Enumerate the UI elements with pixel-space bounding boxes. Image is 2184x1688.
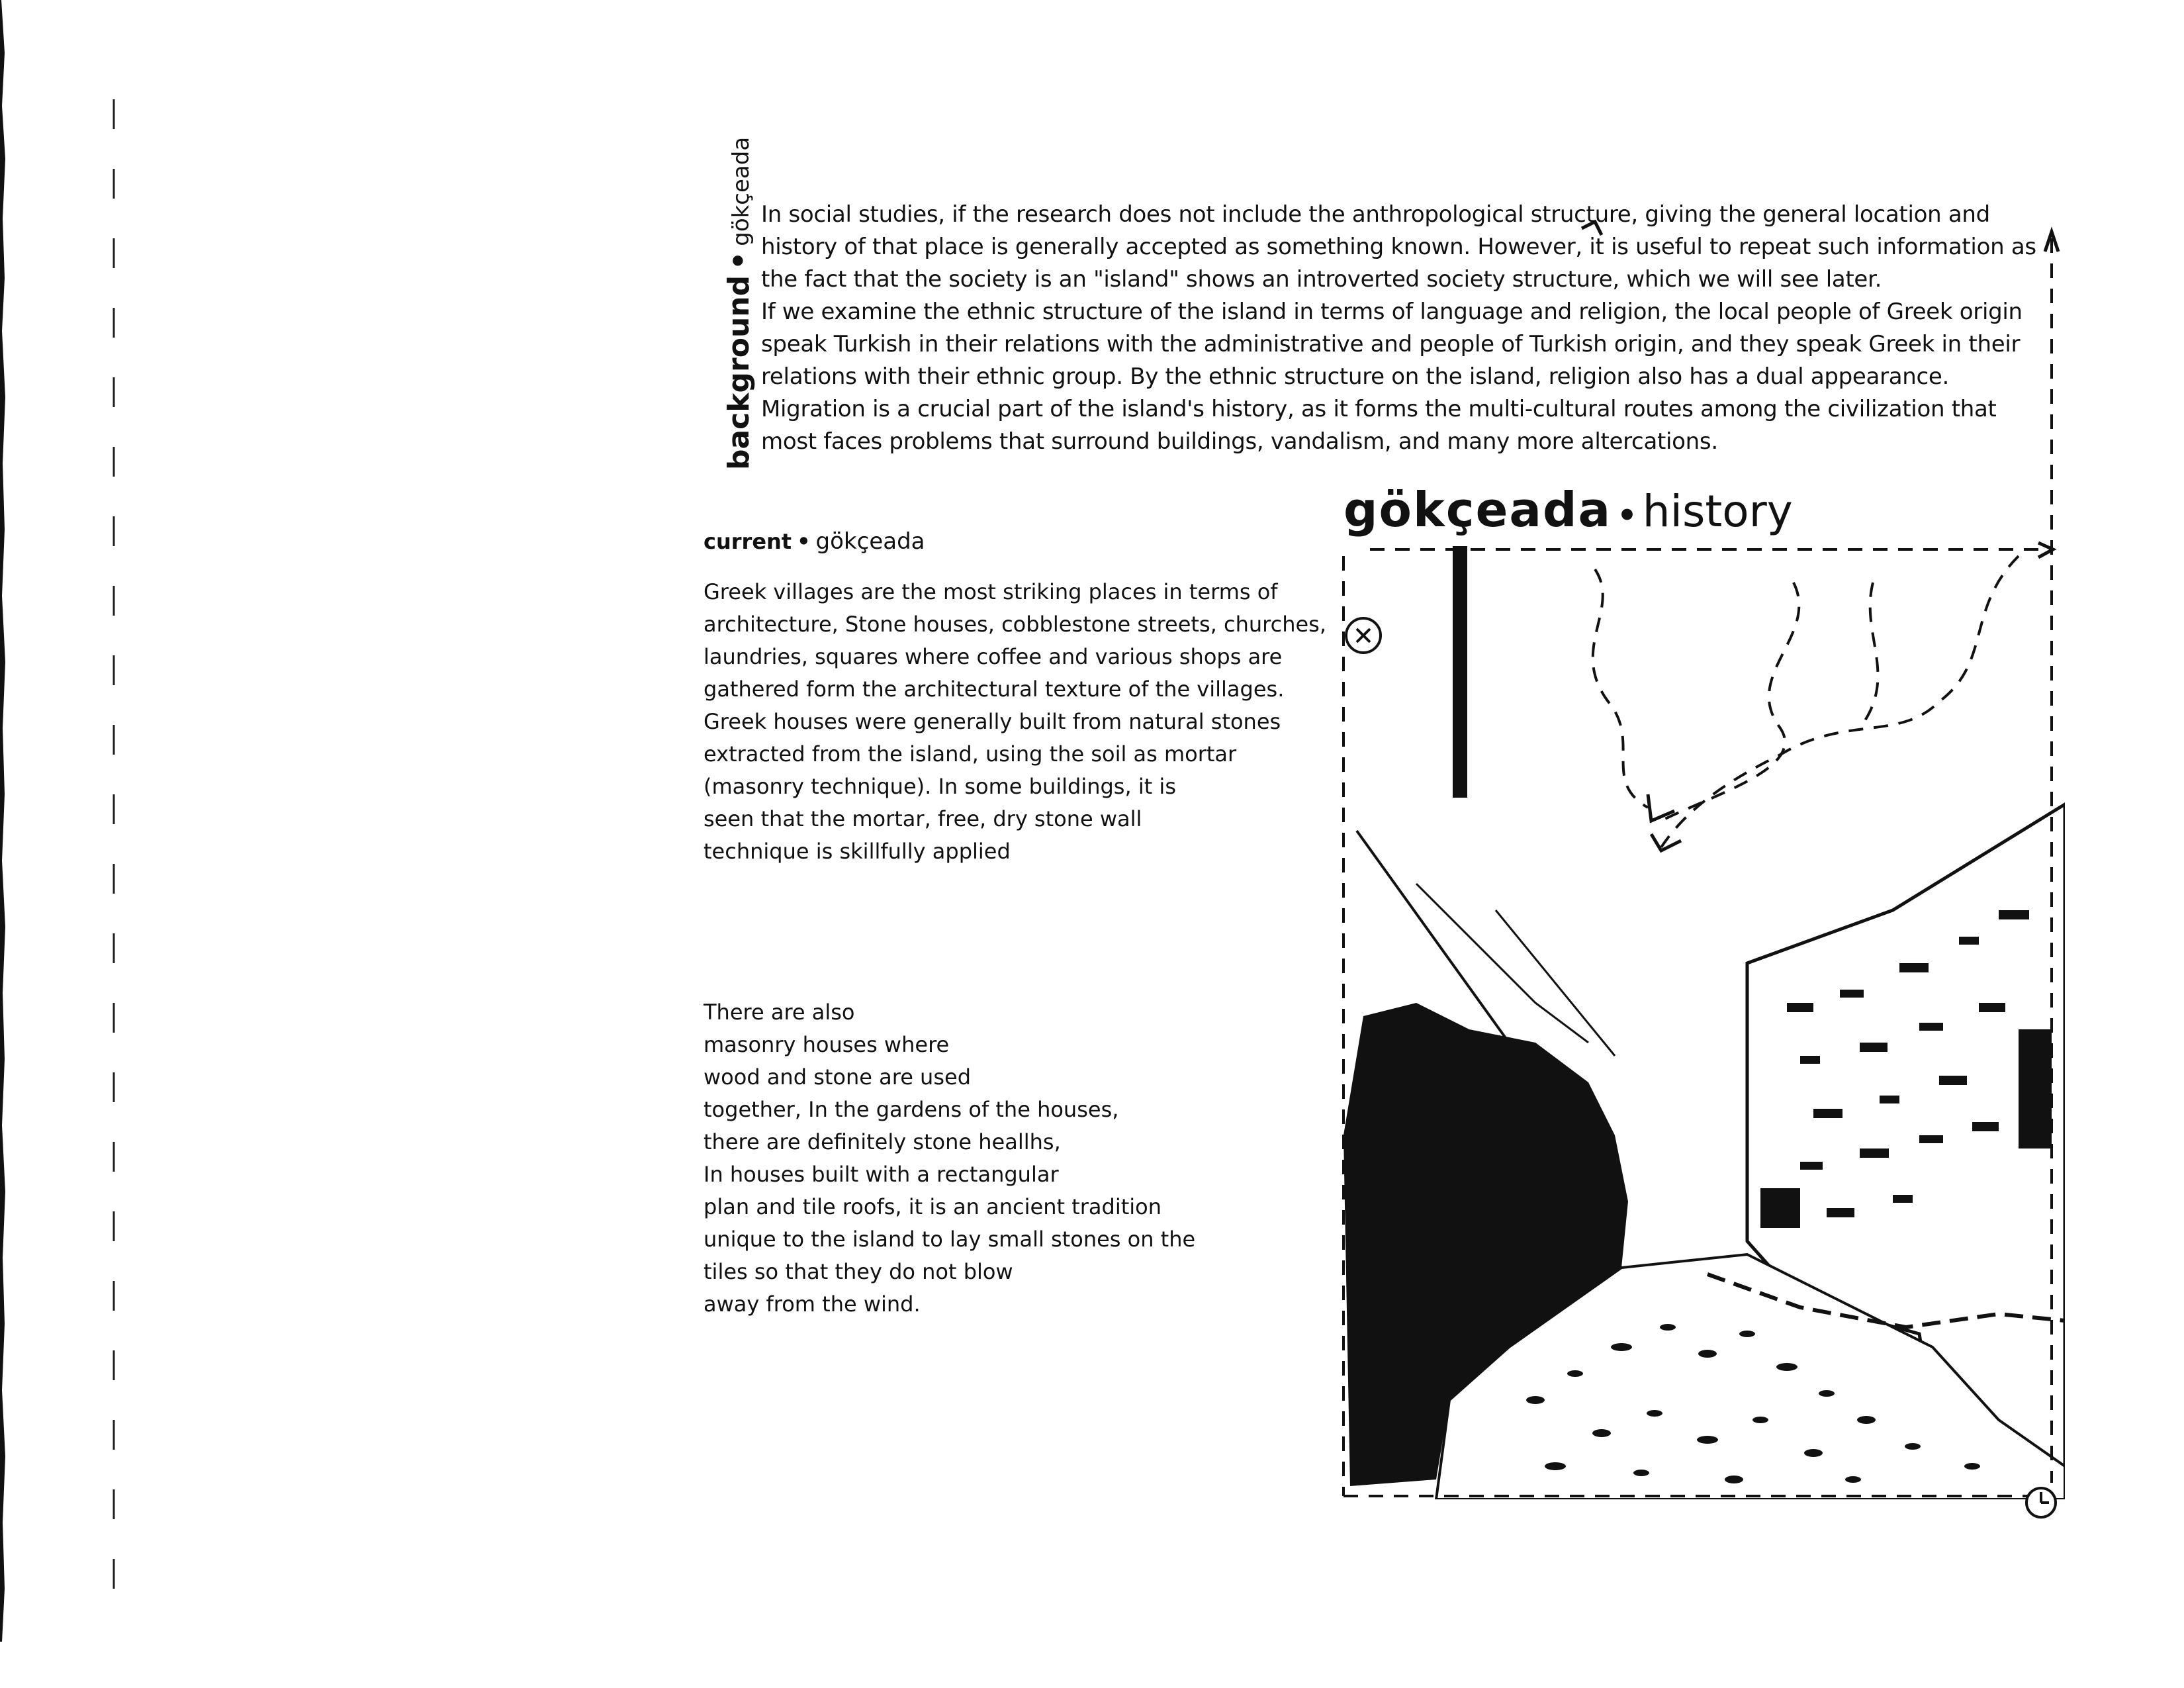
current-heading-place: gökçeada <box>815 528 925 555</box>
background-paragraph: If we examine the ethnic structure of the island in terms of language and religion, the local people of Greek origin speak Turkish in their relations with the administrative and people of Turkish origin, and they speak Greek in their relations with their ethnic group. By the ethnic structure on the island, religion also has a dual appearance. <box>761 299 2023 390</box>
text-line: Greek villages are the most striking places in terms of <box>704 579 1278 604</box>
text-line: (masonry technique). In some buildings, it is <box>704 774 1176 799</box>
text-line: technique is skillfully applied <box>704 839 1011 864</box>
history-heading-sub: history <box>1642 486 1793 537</box>
page-gutter-dashes <box>111 99 116 1595</box>
background-paragraph: Migration is a crucial part of the island's history, as it forms the multi-cultural routes among the civilization that most faces problems that surround buildings, vandalism, and many more altercations. <box>761 396 1997 455</box>
page-binding-edge <box>0 0 7 1642</box>
text-line: seen that the mortar, free, dry stone wall <box>704 806 1142 831</box>
masonry-text <box>704 996 1206 1321</box>
compass-icon <box>1346 618 1381 653</box>
text-line: there are definitely stone heallhs, <box>704 1129 1061 1154</box>
text-line: There are also <box>704 1000 855 1025</box>
current-heading-word: current <box>704 529 792 554</box>
text-line: In houses built with a rectangular <box>704 1162 1059 1187</box>
heading-bullet: • <box>722 251 756 270</box>
background-paragraph: In social studies, if the research does not include the anthropological structure, giving the general location and history of that place is generally accepted as something known. However, it is useful to repeat such information as the fact that the society is an "island" shows an introverted society structure, which we will see later. <box>761 201 2036 293</box>
background-heading <box>718 136 760 470</box>
current-heading <box>704 528 925 555</box>
heading-bullet: • <box>797 529 811 554</box>
migration-route-lines <box>1317 212 2071 1529</box>
text-line: Greek houses were generally built from natural stones <box>704 709 1281 734</box>
text-line: laundries, squares where coffee and various shops are <box>704 644 1283 669</box>
text-line: together, In the gardens of the houses, <box>704 1097 1119 1122</box>
text-line: masonry houses where <box>704 1032 950 1057</box>
text-line: gathered form the architectural texture of the villages. <box>704 677 1285 702</box>
current-text <box>704 576 1326 868</box>
text-line: extracted from the island, using the soil as mortar <box>704 741 1237 767</box>
background-heading-word: background <box>722 275 756 470</box>
clock-icon <box>2026 1488 2056 1517</box>
background-heading-place: gökçeada <box>728 136 754 246</box>
text-line: plan and tile roofs, it is an ancient tradition <box>704 1194 1161 1219</box>
text-line: away from the wind. <box>704 1291 921 1317</box>
text-line: unique to the island to lay small stones on the <box>704 1227 1196 1252</box>
history-heading-place: gökçeada <box>1343 482 1612 538</box>
text-line: wood and stone are used <box>704 1064 971 1090</box>
text-line: architecture, Stone houses, cobblestone streets, churches, <box>704 612 1326 637</box>
heading-bullet: • <box>1617 497 1637 534</box>
text-line: tiles so that they do not blow <box>704 1259 1013 1284</box>
